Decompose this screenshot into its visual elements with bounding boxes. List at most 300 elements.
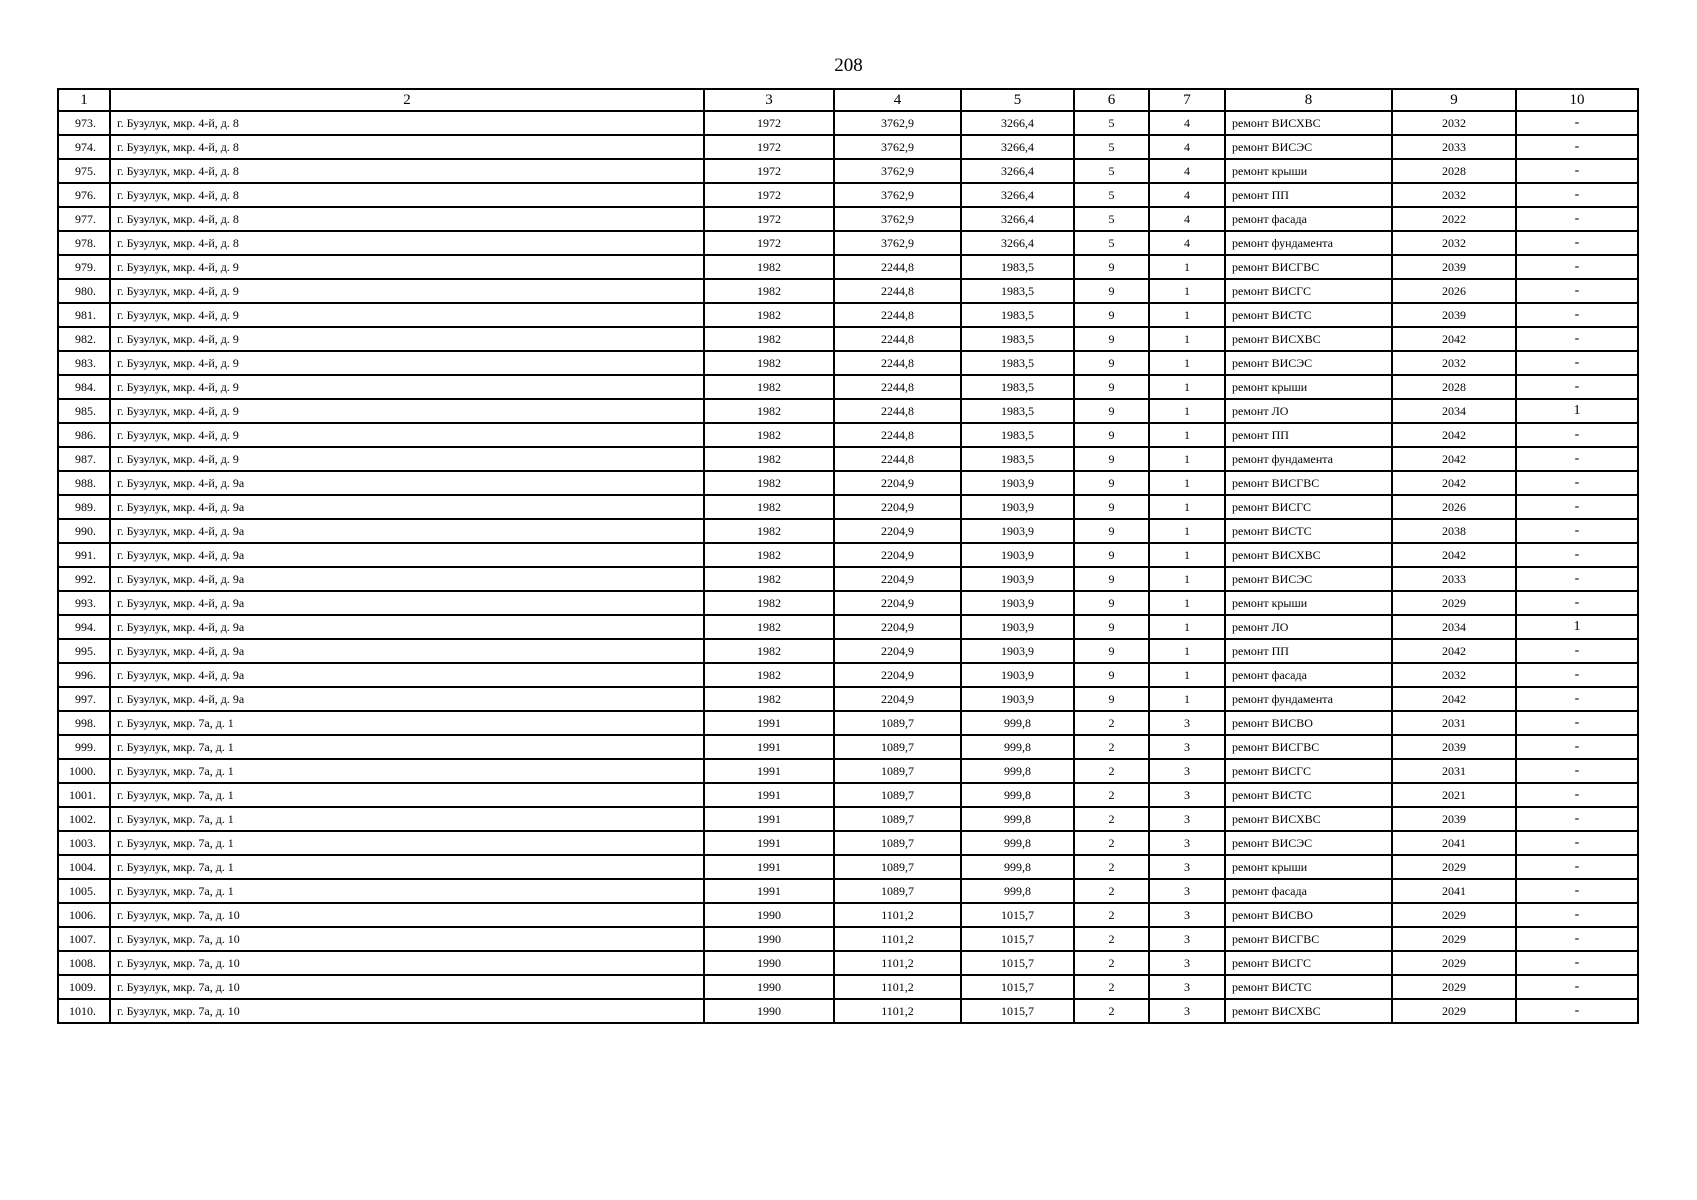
table-cell-col-4: 2204,9 (834, 471, 961, 495)
table-cell-col-8: ремонт ВИСТС (1225, 303, 1392, 327)
table-cell-col-9: 2022 (1392, 207, 1516, 231)
table-cell-col-2: г. Бузулук, мкр. 4-й, д. 9а (110, 543, 704, 567)
table-cell-col-6: 2 (1074, 735, 1149, 759)
table-cell-col-10: - (1516, 951, 1638, 975)
table-cell-col-6: 2 (1074, 831, 1149, 855)
table-cell-col-3: 1982 (704, 303, 834, 327)
table-cell-col-5: 1983,5 (961, 399, 1074, 423)
table-row (58, 951, 1638, 975)
table-cell-col-2: г. Бузулук, мкр. 7а, д. 1 (110, 831, 704, 855)
table-cell-col-4: 1089,7 (834, 879, 961, 903)
table-cell-col-10: - (1516, 903, 1638, 927)
table-cell-col-7: 1 (1149, 567, 1225, 591)
table-cell-col-7: 1 (1149, 663, 1225, 687)
table-cell-col-6: 2 (1074, 903, 1149, 927)
table-row (58, 447, 1638, 471)
table-cell-col-4: 1089,7 (834, 711, 961, 735)
table-cell-col-6: 5 (1074, 135, 1149, 159)
table-cell-col-2: г. Бузулук, мкр. 4-й, д. 9а (110, 615, 704, 639)
table-cell-col-4: 2204,9 (834, 663, 961, 687)
table-cell-col-2: г. Бузулук, мкр. 4-й, д. 9 (110, 399, 704, 423)
table-cell-col-8: ремонт ВИСХВС (1225, 543, 1392, 567)
table-cell-col-6: 2 (1074, 951, 1149, 975)
table-cell-col-9: 2038 (1392, 519, 1516, 543)
table-row (58, 255, 1638, 279)
table-cell-col-7: 4 (1149, 111, 1225, 135)
table-cell-col-1: 1001. (58, 783, 110, 807)
table-cell-col-5: 1903,9 (961, 663, 1074, 687)
table-cell-col-10: - (1516, 135, 1638, 159)
table-row (58, 735, 1638, 759)
table-cell-col-8: ремонт ВИСЭС (1225, 351, 1392, 375)
table-cell-col-7: 1 (1149, 279, 1225, 303)
table-cell-col-2: г. Бузулук, мкр. 7а, д. 1 (110, 855, 704, 879)
table-cell-col-10: - (1516, 207, 1638, 231)
table-cell-col-6: 9 (1074, 687, 1149, 711)
table-cell-col-3: 1982 (704, 375, 834, 399)
table-cell-col-5: 3266,4 (961, 135, 1074, 159)
table-cell-col-3: 1982 (704, 279, 834, 303)
table-cell-col-2: г. Бузулук, мкр. 4-й, д. 9 (110, 303, 704, 327)
table-cell-col-8: ремонт ВИСГС (1225, 495, 1392, 519)
table-cell-col-2: г. Бузулук, мкр. 7а, д. 1 (110, 807, 704, 831)
table-cell-col-5: 3266,4 (961, 231, 1074, 255)
table-row (58, 207, 1638, 231)
table-cell-col-9: 2029 (1392, 951, 1516, 975)
table-cell-col-3: 1982 (704, 423, 834, 447)
table-cell-col-6: 9 (1074, 447, 1149, 471)
table-cell-col-9: 2041 (1392, 879, 1516, 903)
table-cell-col-9: 2042 (1392, 639, 1516, 663)
table-cell-col-1: 988. (58, 471, 110, 495)
table-cell-col-6: 9 (1074, 519, 1149, 543)
table-cell-col-3: 1990 (704, 927, 834, 951)
table-cell-col-1: 989. (58, 495, 110, 519)
table-cell-col-10: - (1516, 759, 1638, 783)
table-cell-col-6: 2 (1074, 999, 1149, 1023)
table-cell-col-2: г. Бузулук, мкр. 4-й, д. 9 (110, 375, 704, 399)
table-cell-col-9: 2029 (1392, 999, 1516, 1023)
table-cell-col-10: - (1516, 591, 1638, 615)
table-cell-col-1: 993. (58, 591, 110, 615)
table-cell-col-7: 1 (1149, 687, 1225, 711)
table-cell-col-8: ремонт ПП (1225, 183, 1392, 207)
table-cell-col-4: 2204,9 (834, 567, 961, 591)
table-cell-col-8: ремонт ВИСЭС (1225, 567, 1392, 591)
table-cell-col-10: - (1516, 663, 1638, 687)
table-cell-col-3: 1990 (704, 975, 834, 999)
table-cell-col-10: - (1516, 711, 1638, 735)
table-cell-col-10: - (1516, 831, 1638, 855)
table-cell-col-6: 9 (1074, 543, 1149, 567)
table-cell-col-3: 1982 (704, 567, 834, 591)
table-cell-col-2: г. Бузулук, мкр. 4-й, д. 9а (110, 495, 704, 519)
table-cell-col-9: 2032 (1392, 111, 1516, 135)
table-cell-col-9: 2029 (1392, 855, 1516, 879)
table-cell-col-5: 1983,5 (961, 279, 1074, 303)
table-cell-col-1: 995. (58, 639, 110, 663)
table-cell-col-10: - (1516, 927, 1638, 951)
table-cell-col-1: 998. (58, 711, 110, 735)
table-cell-col-1: 974. (58, 135, 110, 159)
table-cell-col-3: 1990 (704, 999, 834, 1023)
table-cell-col-6: 9 (1074, 399, 1149, 423)
table-cell-col-2: г. Бузулук, мкр. 4-й, д. 9 (110, 423, 704, 447)
table-cell-col-6: 2 (1074, 927, 1149, 951)
table-row (58, 759, 1638, 783)
table-cell-col-10: - (1516, 999, 1638, 1023)
table-cell-col-5: 3266,4 (961, 207, 1074, 231)
table-cell-col-7: 4 (1149, 183, 1225, 207)
table-cell-col-10: - (1516, 495, 1638, 519)
table-cell-col-4: 2204,9 (834, 543, 961, 567)
table-cell-col-7: 3 (1149, 711, 1225, 735)
table-cell-col-7: 1 (1149, 447, 1225, 471)
table-cell-col-5: 1015,7 (961, 999, 1074, 1023)
table-row (58, 543, 1638, 567)
table-cell-col-10: - (1516, 231, 1638, 255)
table-row (58, 519, 1638, 543)
table-cell-col-5: 1903,9 (961, 567, 1074, 591)
table-row (58, 711, 1638, 735)
table-row (58, 327, 1638, 351)
table-cell-col-7: 1 (1149, 639, 1225, 663)
table-cell-col-4: 2204,9 (834, 639, 961, 663)
table-cell-col-1: 997. (58, 687, 110, 711)
table-cell-col-4: 3762,9 (834, 135, 961, 159)
table-cell-col-1: 981. (58, 303, 110, 327)
table-cell-col-10: - (1516, 879, 1638, 903)
table-cell-col-1: 1005. (58, 879, 110, 903)
table-cell-col-1: 983. (58, 351, 110, 375)
table-cell-col-9: 2031 (1392, 711, 1516, 735)
table-cell-col-9: 2033 (1392, 135, 1516, 159)
table-cell-col-5: 999,8 (961, 735, 1074, 759)
table-cell-col-3: 1991 (704, 783, 834, 807)
column-header-7: 7 (1149, 89, 1225, 111)
table-cell-col-9: 2032 (1392, 663, 1516, 687)
table-cell-col-8: ремонт фасада (1225, 207, 1392, 231)
table-cell-col-6: 9 (1074, 567, 1149, 591)
table-cell-col-4: 2244,8 (834, 423, 961, 447)
column-header-1: 1 (58, 89, 110, 111)
table-row (58, 279, 1638, 303)
table-row (58, 999, 1638, 1023)
table-cell-col-1: 978. (58, 231, 110, 255)
table-cell-col-4: 2244,8 (834, 255, 961, 279)
table-cell-col-10: - (1516, 447, 1638, 471)
table-cell-col-6: 9 (1074, 375, 1149, 399)
table-cell-col-9: 2026 (1392, 279, 1516, 303)
table-cell-col-9: 2021 (1392, 783, 1516, 807)
table-cell-col-1: 990. (58, 519, 110, 543)
table-row (58, 135, 1638, 159)
table-cell-col-7: 1 (1149, 399, 1225, 423)
table-cell-col-6: 9 (1074, 423, 1149, 447)
table-cell-col-8: ремонт ВИСХВС (1225, 327, 1392, 351)
table-cell-col-6: 2 (1074, 783, 1149, 807)
table-cell-col-4: 2244,8 (834, 279, 961, 303)
table-cell-col-10: - (1516, 471, 1638, 495)
table-row (58, 639, 1638, 663)
table-cell-col-3: 1982 (704, 519, 834, 543)
table-cell-col-4: 1101,2 (834, 951, 961, 975)
table-row (58, 687, 1638, 711)
table-cell-col-8: ремонт крыши (1225, 591, 1392, 615)
table-cell-col-6: 2 (1074, 879, 1149, 903)
table-cell-col-2: г. Бузулук, мкр. 7а, д. 1 (110, 711, 704, 735)
table-cell-col-6: 5 (1074, 231, 1149, 255)
table-cell-col-5: 1015,7 (961, 903, 1074, 927)
table-cell-col-10: - (1516, 375, 1638, 399)
table-cell-col-4: 2244,8 (834, 351, 961, 375)
table-cell-col-7: 1 (1149, 615, 1225, 639)
table-cell-col-6: 9 (1074, 279, 1149, 303)
table-cell-col-5: 3266,4 (961, 183, 1074, 207)
table-cell-col-3: 1982 (704, 327, 834, 351)
table-cell-col-7: 3 (1149, 759, 1225, 783)
table-cell-col-9: 2041 (1392, 831, 1516, 855)
table-cell-col-5: 1015,7 (961, 975, 1074, 999)
table-cell-col-4: 3762,9 (834, 231, 961, 255)
table-cell-col-9: 2032 (1392, 231, 1516, 255)
table-cell-col-2: г. Бузулук, мкр. 4-й, д. 9а (110, 687, 704, 711)
table-row (58, 879, 1638, 903)
table-cell-col-3: 1982 (704, 351, 834, 375)
table-cell-col-1: 984. (58, 375, 110, 399)
table-cell-col-2: г. Бузулук, мкр. 4-й, д. 9 (110, 327, 704, 351)
table-cell-col-7: 1 (1149, 519, 1225, 543)
table-cell-col-8: ремонт ВИСЭС (1225, 135, 1392, 159)
table-cell-col-5: 1983,5 (961, 423, 1074, 447)
table-cell-col-7: 1 (1149, 351, 1225, 375)
table-cell-col-4: 2244,8 (834, 399, 961, 423)
table-cell-col-8: ремонт ЛО (1225, 615, 1392, 639)
table-cell-col-5: 1983,5 (961, 327, 1074, 351)
table-cell-col-8: ремонт ВИСТС (1225, 783, 1392, 807)
table-cell-col-4: 2244,8 (834, 375, 961, 399)
table-cell-col-7: 1 (1149, 423, 1225, 447)
table-cell-col-6: 9 (1074, 591, 1149, 615)
table-cell-col-9: 2042 (1392, 447, 1516, 471)
table-row (58, 303, 1638, 327)
table-cell-col-4: 1089,7 (834, 807, 961, 831)
table-cell-col-7: 1 (1149, 591, 1225, 615)
table-cell-col-1: 992. (58, 567, 110, 591)
table-cell-col-8: ремонт ВИСГС (1225, 279, 1392, 303)
table-cell-col-4: 2244,8 (834, 327, 961, 351)
table-cell-col-4: 2204,9 (834, 591, 961, 615)
table-cell-col-8: ремонт крыши (1225, 375, 1392, 399)
table-cell-col-9: 2034 (1392, 399, 1516, 423)
table-cell-col-8: ремонт ВИСХВС (1225, 111, 1392, 135)
table-cell-col-9: 2026 (1392, 495, 1516, 519)
table-cell-col-9: 2029 (1392, 975, 1516, 999)
table-row (58, 375, 1638, 399)
table-cell-col-6: 9 (1074, 495, 1149, 519)
table-cell-col-4: 2204,9 (834, 615, 961, 639)
table-cell-col-10: - (1516, 975, 1638, 999)
table-cell-col-8: ремонт ЛО (1225, 399, 1392, 423)
table-cell-col-1: 975. (58, 159, 110, 183)
table-cell-col-3: 1991 (704, 759, 834, 783)
table-cell-col-2: г. Бузулук, мкр. 4-й, д. 9 (110, 351, 704, 375)
table-cell-col-1: 1007. (58, 927, 110, 951)
table-cell-col-1: 977. (58, 207, 110, 231)
table-cell-col-1: 999. (58, 735, 110, 759)
table-cell-col-2: г. Бузулук, мкр. 4-й, д. 8 (110, 231, 704, 255)
table-cell-col-8: ремонт ВИСГС (1225, 951, 1392, 975)
table-cell-col-9: 2033 (1392, 567, 1516, 591)
table-cell-col-2: г. Бузулук, мкр. 4-й, д. 8 (110, 111, 704, 135)
table-cell-col-2: г. Бузулук, мкр. 4-й, д. 8 (110, 183, 704, 207)
table-cell-col-3: 1982 (704, 663, 834, 687)
table-cell-col-7: 1 (1149, 327, 1225, 351)
table-cell-col-1: 979. (58, 255, 110, 279)
table-cell-col-9: 2032 (1392, 351, 1516, 375)
table-cell-col-5: 1903,9 (961, 543, 1074, 567)
column-header-3: 3 (704, 89, 834, 111)
table-cell-col-5: 1903,9 (961, 495, 1074, 519)
table-cell-col-3: 1991 (704, 855, 834, 879)
repair-schedule-table (57, 88, 1639, 1024)
table-cell-col-2: г. Бузулук, мкр. 7а, д. 10 (110, 927, 704, 951)
table-cell-col-6: 9 (1074, 351, 1149, 375)
table-cell-col-6: 9 (1074, 255, 1149, 279)
table-cell-col-5: 1015,7 (961, 951, 1074, 975)
table-cell-col-5: 999,8 (961, 759, 1074, 783)
table-cell-col-4: 1101,2 (834, 903, 961, 927)
table-cell-col-3: 1982 (704, 399, 834, 423)
table-cell-col-2: г. Бузулук, мкр. 4-й, д. 9 (110, 447, 704, 471)
table-cell-col-7: 1 (1149, 375, 1225, 399)
table-cell-col-2: г. Бузулук, мкр. 4-й, д. 8 (110, 207, 704, 231)
table-cell-col-1: 1003. (58, 831, 110, 855)
column-header-8: 8 (1225, 89, 1392, 111)
table-cell-col-7: 3 (1149, 855, 1225, 879)
table-cell-col-2: г. Бузулук, мкр. 4-й, д. 9а (110, 591, 704, 615)
table-header-row (58, 89, 1638, 111)
table-row (58, 807, 1638, 831)
table-body (58, 111, 1638, 1023)
table-cell-col-7: 3 (1149, 807, 1225, 831)
table-cell-col-2: г. Бузулук, мкр. 4-й, д. 9 (110, 279, 704, 303)
table-cell-col-9: 2042 (1392, 327, 1516, 351)
table-cell-col-2: г. Бузулук, мкр. 7а, д. 10 (110, 999, 704, 1023)
table-cell-col-8: ремонт ВИСГВС (1225, 927, 1392, 951)
table-cell-col-1: 986. (58, 423, 110, 447)
table-row (58, 615, 1638, 639)
table-cell-col-4: 2244,8 (834, 303, 961, 327)
table-row (58, 591, 1638, 615)
table-cell-col-3: 1991 (704, 711, 834, 735)
table-cell-col-1: 1004. (58, 855, 110, 879)
table-cell-col-7: 3 (1149, 975, 1225, 999)
column-header-2: 2 (110, 89, 704, 111)
table-cell-col-4: 1089,7 (834, 855, 961, 879)
table-cell-col-2: г. Бузулук, мкр. 4-й, д. 9а (110, 471, 704, 495)
table-row (58, 783, 1638, 807)
table-cell-col-5: 1903,9 (961, 519, 1074, 543)
table-cell-col-8: ремонт ВИСХВС (1225, 807, 1392, 831)
table-cell-col-9: 2029 (1392, 591, 1516, 615)
table-cell-col-2: г. Бузулук, мкр. 4-й, д. 9а (110, 663, 704, 687)
table-cell-col-4: 3762,9 (834, 159, 961, 183)
table-cell-col-6: 2 (1074, 855, 1149, 879)
table-cell-col-10: - (1516, 639, 1638, 663)
table-cell-col-7: 4 (1149, 159, 1225, 183)
table-cell-col-3: 1972 (704, 207, 834, 231)
page-number: 208 (834, 55, 863, 76)
table-cell-col-3: 1972 (704, 135, 834, 159)
table-cell-col-3: 1982 (704, 495, 834, 519)
table-row (58, 111, 1638, 135)
table-cell-col-9: 2042 (1392, 423, 1516, 447)
table-cell-col-4: 1101,2 (834, 927, 961, 951)
table-cell-col-7: 4 (1149, 135, 1225, 159)
table-cell-col-2: г. Бузулук, мкр. 7а, д. 10 (110, 903, 704, 927)
table-cell-col-10: - (1516, 183, 1638, 207)
table-cell-col-6: 5 (1074, 183, 1149, 207)
table-row (58, 423, 1638, 447)
table-row (58, 567, 1638, 591)
table-cell-col-6: 2 (1074, 975, 1149, 999)
table-cell-col-3: 1972 (704, 183, 834, 207)
table-row (58, 975, 1638, 999)
table-cell-col-3: 1972 (704, 231, 834, 255)
table-cell-col-5: 1983,5 (961, 351, 1074, 375)
table-cell-col-8: ремонт ВИСТС (1225, 519, 1392, 543)
table-cell-col-10: - (1516, 255, 1638, 279)
table-cell-col-8: ремонт ВИСВО (1225, 711, 1392, 735)
table-cell-col-9: 2032 (1392, 183, 1516, 207)
table-cell-col-7: 3 (1149, 903, 1225, 927)
table-cell-col-7: 3 (1149, 999, 1225, 1023)
table-cell-col-8: ремонт фасада (1225, 663, 1392, 687)
table-cell-col-4: 3762,9 (834, 111, 961, 135)
table-cell-col-9: 2029 (1392, 903, 1516, 927)
table-cell-col-2: г. Бузулук, мкр. 7а, д. 1 (110, 879, 704, 903)
table-cell-col-1: 1008. (58, 951, 110, 975)
table-cell-col-5: 1903,9 (961, 471, 1074, 495)
table-cell-col-7: 1 (1149, 255, 1225, 279)
table-cell-col-5: 1903,9 (961, 591, 1074, 615)
table-cell-col-3: 1972 (704, 159, 834, 183)
table-cell-col-7: 1 (1149, 303, 1225, 327)
table-cell-col-8: ремонт фундамента (1225, 231, 1392, 255)
table-cell-col-2: г. Бузулук, мкр. 7а, д. 1 (110, 783, 704, 807)
table-cell-col-10: - (1516, 735, 1638, 759)
table-cell-col-6: 5 (1074, 159, 1149, 183)
table-cell-col-10: - (1516, 543, 1638, 567)
table-row (58, 831, 1638, 855)
table-cell-col-2: г. Бузулук, мкр. 7а, д. 10 (110, 951, 704, 975)
table-cell-col-9: 2034 (1392, 615, 1516, 639)
table-cell-col-8: ремонт ПП (1225, 639, 1392, 663)
table-cell-col-1: 985. (58, 399, 110, 423)
table-cell-col-8: ремонт ВИСХВС (1225, 999, 1392, 1023)
table-cell-col-10: - (1516, 303, 1638, 327)
table-row (58, 399, 1638, 423)
column-header-4: 4 (834, 89, 961, 111)
table-cell-col-8: ремонт ВИСВО (1225, 903, 1392, 927)
table-cell-col-10: - (1516, 567, 1638, 591)
table-cell-col-3: 1982 (704, 591, 834, 615)
table-cell-col-10: - (1516, 327, 1638, 351)
column-header-5: 5 (961, 89, 1074, 111)
table-cell-col-2: г. Бузулук, мкр. 4-й, д. 9 (110, 255, 704, 279)
table-cell-col-1: 1010. (58, 999, 110, 1023)
